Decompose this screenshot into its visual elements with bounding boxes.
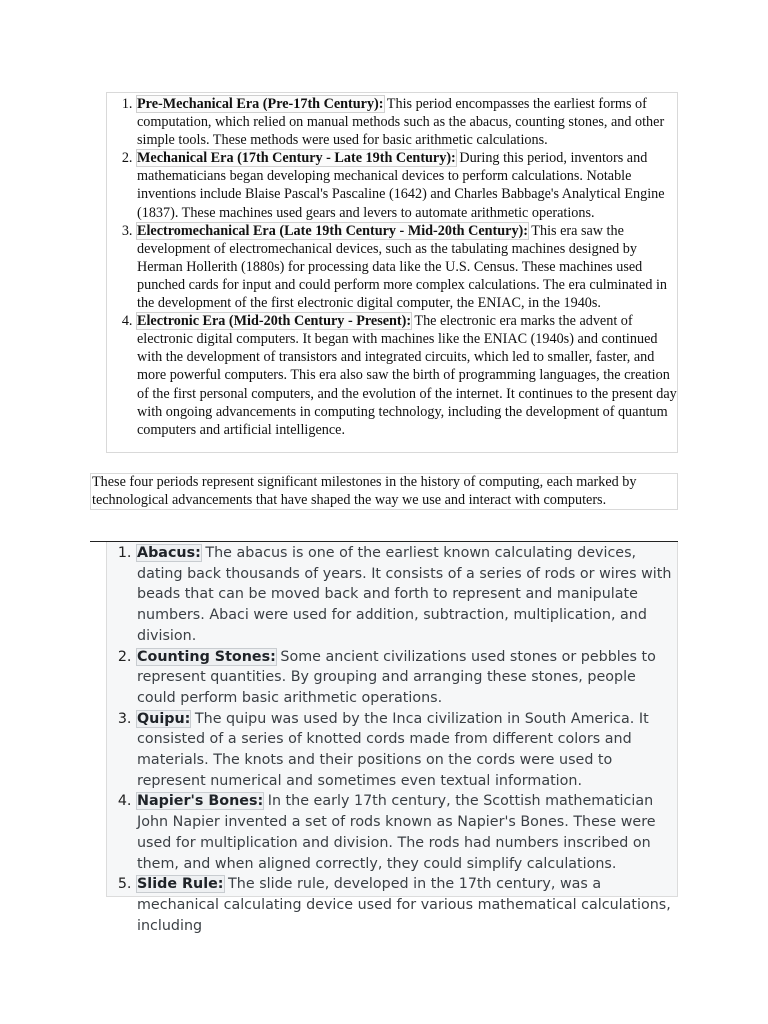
device-title: Quipu: — [137, 710, 191, 727]
summary-paragraph: These four periods represent significant milestones in the history of computing, each marked by technological advancements that have shaped the way we use and interact with computers. — [90, 473, 678, 510]
list-item — [136, 149, 677, 221]
list-item — [136, 791, 677, 874]
era-title: Mechanical Era (17th Century - Late 19th Century): — [137, 150, 456, 167]
list-item — [136, 647, 677, 709]
device-text: Some ancient civilizations used stones or pebbles to represent quantities. By grouping and arranging these stones, people could perform basic arithmetic operations. — [137, 648, 656, 706]
list-item — [136, 222, 677, 312]
era-text: This era saw the development of electromechanical devices, such as the tabulating machines designed by Herman Hollerith (1880s) for processing data like the U.S. Census. These machines used punched cards for input and could perform more complex calculations. The era culminated in the development of the first electronic digital computer, the ENIAC, in the 1940s. — [137, 222, 668, 312]
device-text: In the early 17th century, the Scottish mathematician John Napier invented a set of rods known as Napier's Bones. These were used for multiplication and division. The rods had numbers inscribed on them, and when aligned correctly, they could simplify calculations. — [137, 793, 656, 872]
era-title: Electromechanical Era (Late 19th Century - Mid-20th Century): — [137, 222, 529, 239]
list-item — [136, 95, 677, 149]
devices-list — [107, 542, 677, 936]
eras-list-block — [106, 92, 678, 453]
device-text: The slide rule, developed in the 17th century, was a mechanical calculating device used for various mathematical calculations, including — [137, 876, 671, 934]
list-item — [136, 312, 677, 439]
era-title: Pre-Mechanical Era (Pre-17th Century): — [137, 96, 384, 112]
era-text: This period encompasses the earliest forms of computation, which relied on manual methods such as the abacus, counting stones, and other simple tools. These methods were used for basic arithmetic calculations. — [137, 96, 665, 149]
list-item — [136, 874, 677, 936]
era-text: During this period, inventors and mathematicians began developing mechanical devices to perform calculations. Notable inventions include Blaise Pascal's Pascaline (1642) and Charles Babbage's Analytical Engine (1837). These machines used gears and levers to automate arithmetic operations. — [137, 150, 665, 221]
device-title: Counting Stones: — [137, 648, 276, 665]
era-title: Electronic Era (Mid-20th Century - Present): — [137, 313, 412, 330]
device-text: The abacus is one of the earliest known calculating devices, dating back thousands of years. It consists of a series of rods or wires with beads that can be moved back and forth to represent and manipulate numbers. Abaci were used for addition, subtraction, multiplication, and division. — [137, 545, 672, 644]
eras-list — [107, 93, 677, 439]
devices-list-block — [106, 542, 678, 934]
device-text: The quipu was used by the Inca civilization in South America. It consisted of a series of knotted cords made from different colors and materials. The knots and their positions on the cords were used to represent numerical and sometimes even textual information. — [137, 710, 649, 789]
device-title: Abacus: — [137, 545, 201, 561]
list-item — [136, 543, 677, 647]
list-item — [136, 709, 677, 792]
era-text: The electronic era marks the advent of electronic digital computers. It began with machines like the ENIAC (1940s) and continued with the development of transistors and integrated circuits, which led to smaller, faster, and more powerful computers. This era also saw the birth of programming languages, the creation of the first personal computers, and the evolution of the internet. It continues to the present day with ongoing advancements in computing technology, including the development of quantum computers and artificial intelligence. — [137, 313, 677, 438]
device-title: Slide Rule: — [137, 876, 224, 893]
device-title: Napier's Bones: — [137, 793, 264, 810]
